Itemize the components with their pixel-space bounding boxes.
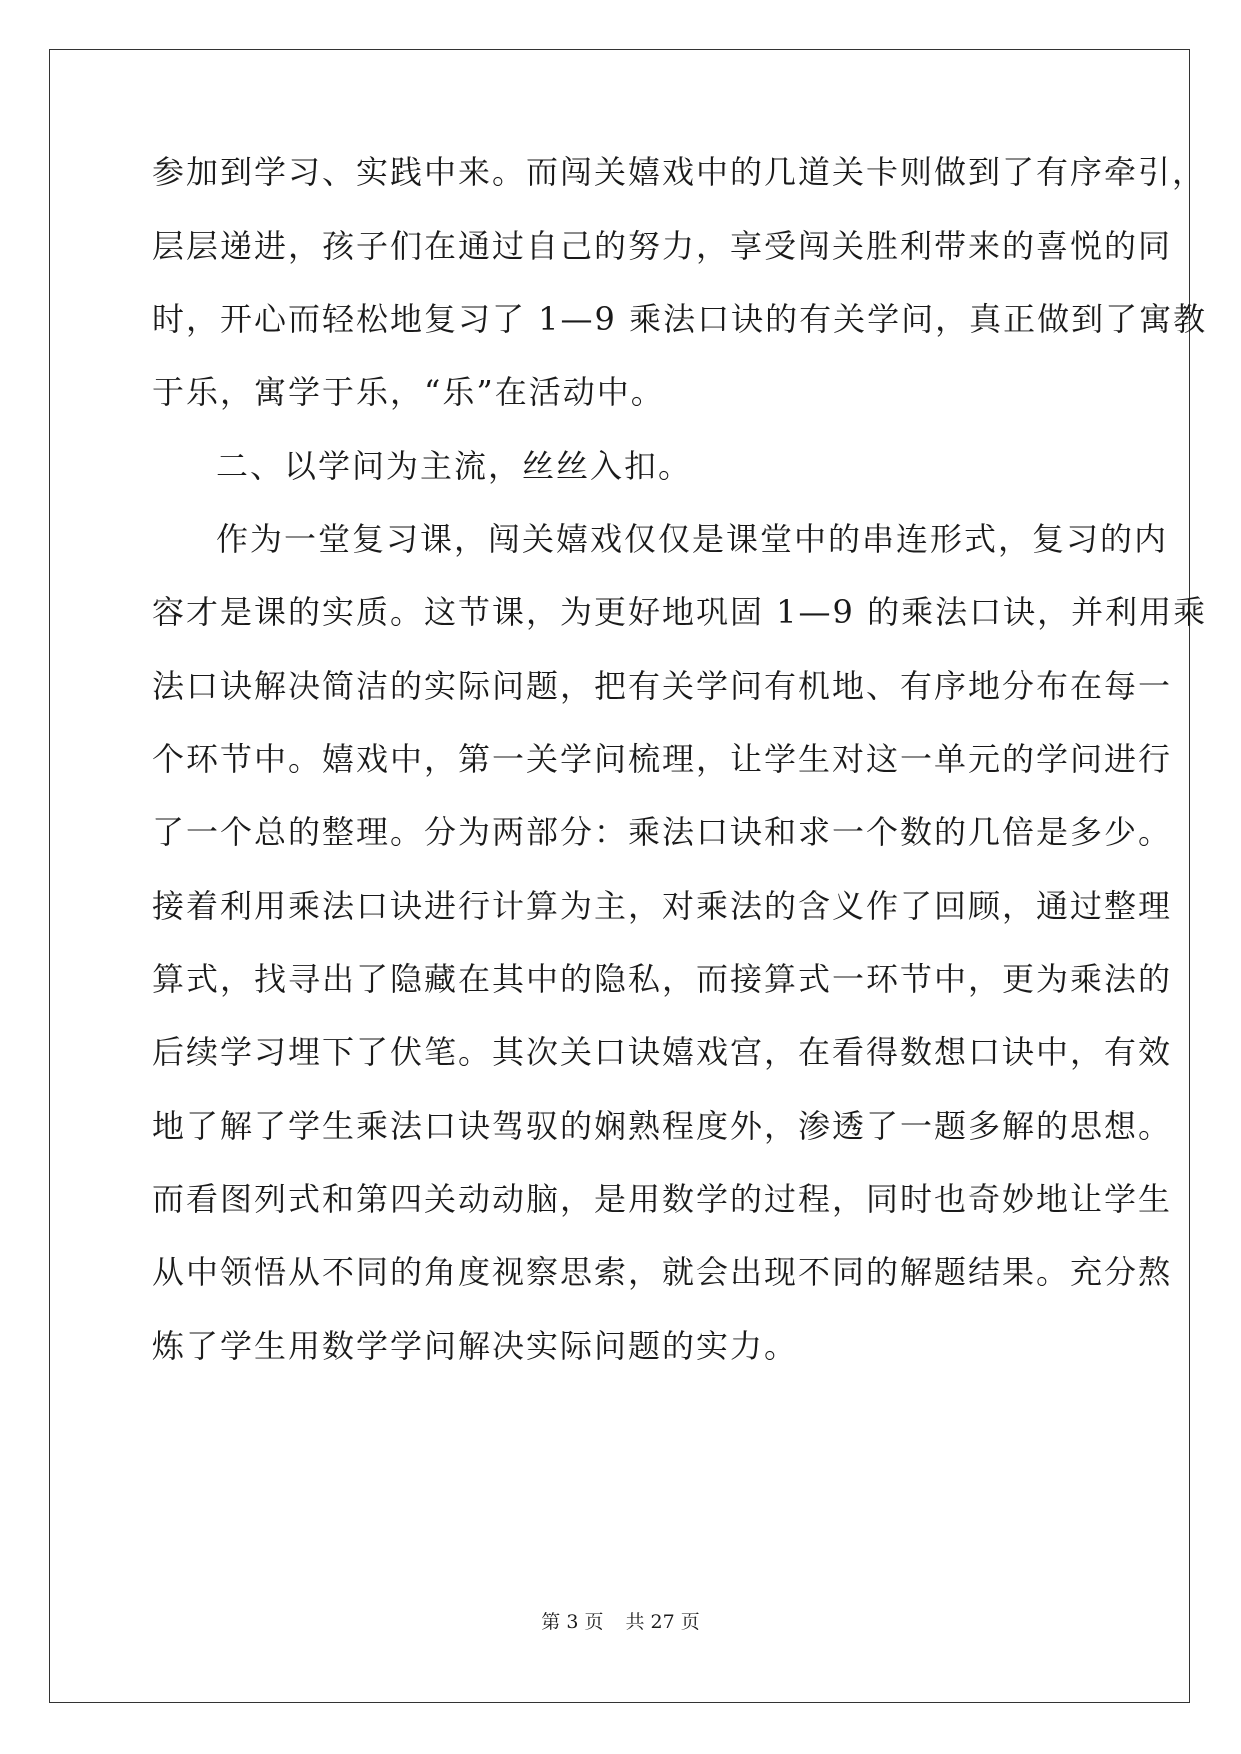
page-border bbox=[49, 49, 1208, 1703]
paragraph-line: 容才是课的实质。这节课，为更好地巩固 1—9 的乘法口诀，并利用乘 bbox=[152, 593, 1208, 631]
section-heading: 二、以学问为主流，丝丝入扣。 bbox=[216, 447, 693, 485]
paragraph-line: 接着利用乘法口诀进行计算为主，对乘法的含义作了回顾，通过整理 bbox=[152, 887, 1173, 925]
paragraph-line: 地了解了学生乘法口诀驾驭的娴熟程度外，渗透了一题多解的思想。 bbox=[152, 1107, 1173, 1145]
paragraph-line: 法口诀解决简洁的实际问题，把有关学问有机地、有序地分布在每一 bbox=[152, 667, 1173, 705]
paragraph-line: 参加到学习、实践中来。而闯关嬉戏中的几道关卡则做到了有序牵引， bbox=[152, 153, 1207, 191]
paragraph-line: 时，开心而轻松地复习了 1—9 乘法口诀的有关学问，真正做到了寓教 bbox=[152, 300, 1208, 338]
page-footer bbox=[0, 1610, 1241, 1634]
paragraph-line: 了一个总的整理。分为两部分：乘法口诀和求一个数的几倍是多少。 bbox=[152, 813, 1173, 851]
paragraph-line: 算式，找寻出了隐藏在其中的隐私，而接算式一环节中，更为乘法的 bbox=[152, 960, 1173, 998]
paragraph-line: 作为一堂复习课，闯关嬉戏仅仅是课堂中的串连形式，复习的内 bbox=[216, 520, 1169, 558]
paragraph-line: 后续学习埋下了伏笔。其次关口诀嬉戏宫，在看得数想口诀中，有效 bbox=[152, 1033, 1173, 1071]
paragraph-line: 炼了学生用数学学问解决实际问题的实力。 bbox=[152, 1327, 799, 1365]
paragraph-line: 从中领悟从不同的角度视察思索，就会出现不同的解题结果。充分熬 bbox=[152, 1253, 1173, 1291]
total-pages-label: 共 27 页 bbox=[625, 1611, 700, 1633]
paragraph-line: 于乐，寓学于乐，“乐”在活动中。 bbox=[152, 373, 665, 411]
paragraph-line: 个环节中。嬉戏中，第一关学问梳理，让学生对这一单元的学问进行 bbox=[152, 740, 1173, 778]
paragraph-line: 层层递进，孩子们在通过自己的努力，享受闯关胜利带来的喜悦的同 bbox=[152, 227, 1173, 265]
current-page-label: 第 3 页 bbox=[541, 1611, 604, 1633]
paragraph-line: 而看图列式和第四关动动脑，是用数学的过程，同时也奇妙地让学生 bbox=[152, 1180, 1173, 1218]
